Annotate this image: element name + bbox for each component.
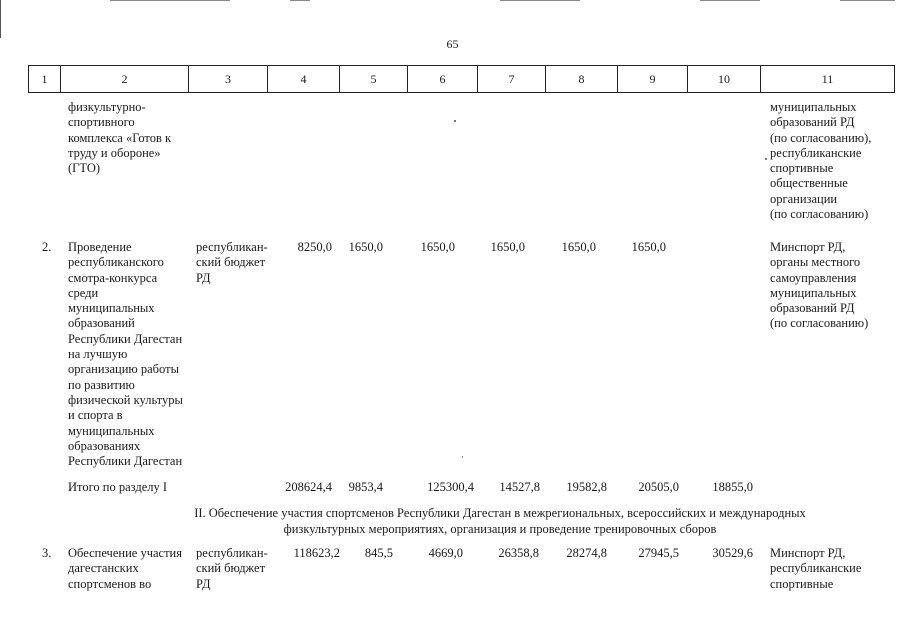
responsible-executors: муниципальных образований РД (по согласованию), республиканские спортивные общественные организации (по согласованию) [770,100,872,222]
funding-source: республикан- ский бюджет РД [196,546,268,591]
event-description: физкультурно- спортивного комплекса «Готов к труду и обороне» (ГТО) [68,100,172,176]
amount-total: 118623,2 [293,546,340,560]
responsible-executors: Минспорт РД, республиканские спортивные [770,546,862,591]
amount-year: 27945,5 [638,546,679,560]
subtotal-year: 14527,8 [499,480,540,494]
row-number: 2. [42,240,52,254]
row-number: 3. [42,546,52,560]
amount-year: 845,5 [364,546,393,560]
scan-line [290,0,310,1]
scan-speck [454,120,456,122]
scan-line [500,0,580,1]
header-cell: 8 [546,66,618,92]
header-cell: 1 [29,66,61,92]
header-cell: 2 [61,66,189,92]
amount-year: 1650,0 [561,240,596,254]
scan-speck [765,158,767,160]
subtotal-year: 19582,8 [566,480,607,494]
subtotal-year: 9853,4 [348,480,383,494]
scan-line [840,0,895,1]
event-description: Проведение республиканского смотра-конкурса среди муниципальных образований Республики Дагестан на лучшую организацию работы по развитию физической культуры и спорта в муниципальных образованиях Республики Дагестан [68,240,183,469]
scan-line [700,0,760,1]
header-cell: 5 [340,66,408,92]
amount-total: 8250,0 [297,240,332,254]
amount-year: 1650,0 [631,240,666,254]
amount-year: 30529,6 [712,546,753,560]
scan-line [110,0,230,1]
responsible-executors: Минспорт РД, органы местного самоуправления муниципальных образований РД (по согласованию) [770,240,869,331]
amount-year: 1650,0 [420,240,455,254]
scan-speck [462,456,463,458]
subtotal-year: 20505,0 [638,480,679,494]
amount-year: 26358,8 [498,546,539,560]
funding-source: республикан- ский бюджет РД [196,240,268,285]
scan-edge-mark [0,0,1,38]
header-cell: 6 [408,66,478,92]
header-cell: 3 [189,66,268,92]
amount-year: 1650,0 [348,240,383,254]
amount-year: 28274,8 [566,546,607,560]
subtotal-total: 208624,4 [285,480,332,494]
header-cell: 11 [761,66,895,92]
header-cell: 10 [688,66,761,92]
header-cell: 9 [618,66,688,92]
amount-year: 4669,0 [428,546,463,560]
amount-year: 1650,0 [490,240,525,254]
subtotal-label: Итого по разделу I [68,480,168,494]
event-description: Обеспечение участия дагестанских спортсменов во [68,546,182,591]
section-title: II. Обеспечение участия спортсменов Республики Дагестан в межрегиональных, всероссийских и международных физкультурных мероприятиях, организация и проведение тренировочных сборов [194,506,806,536]
header-cell: 4 [268,66,340,92]
subtotal-year: 125300,4 [427,480,474,494]
page-number: 65 [446,37,459,51]
subtotal-year: 18855,0 [712,480,753,494]
header-cell: 7 [478,66,546,92]
table-header-row [28,65,895,93]
